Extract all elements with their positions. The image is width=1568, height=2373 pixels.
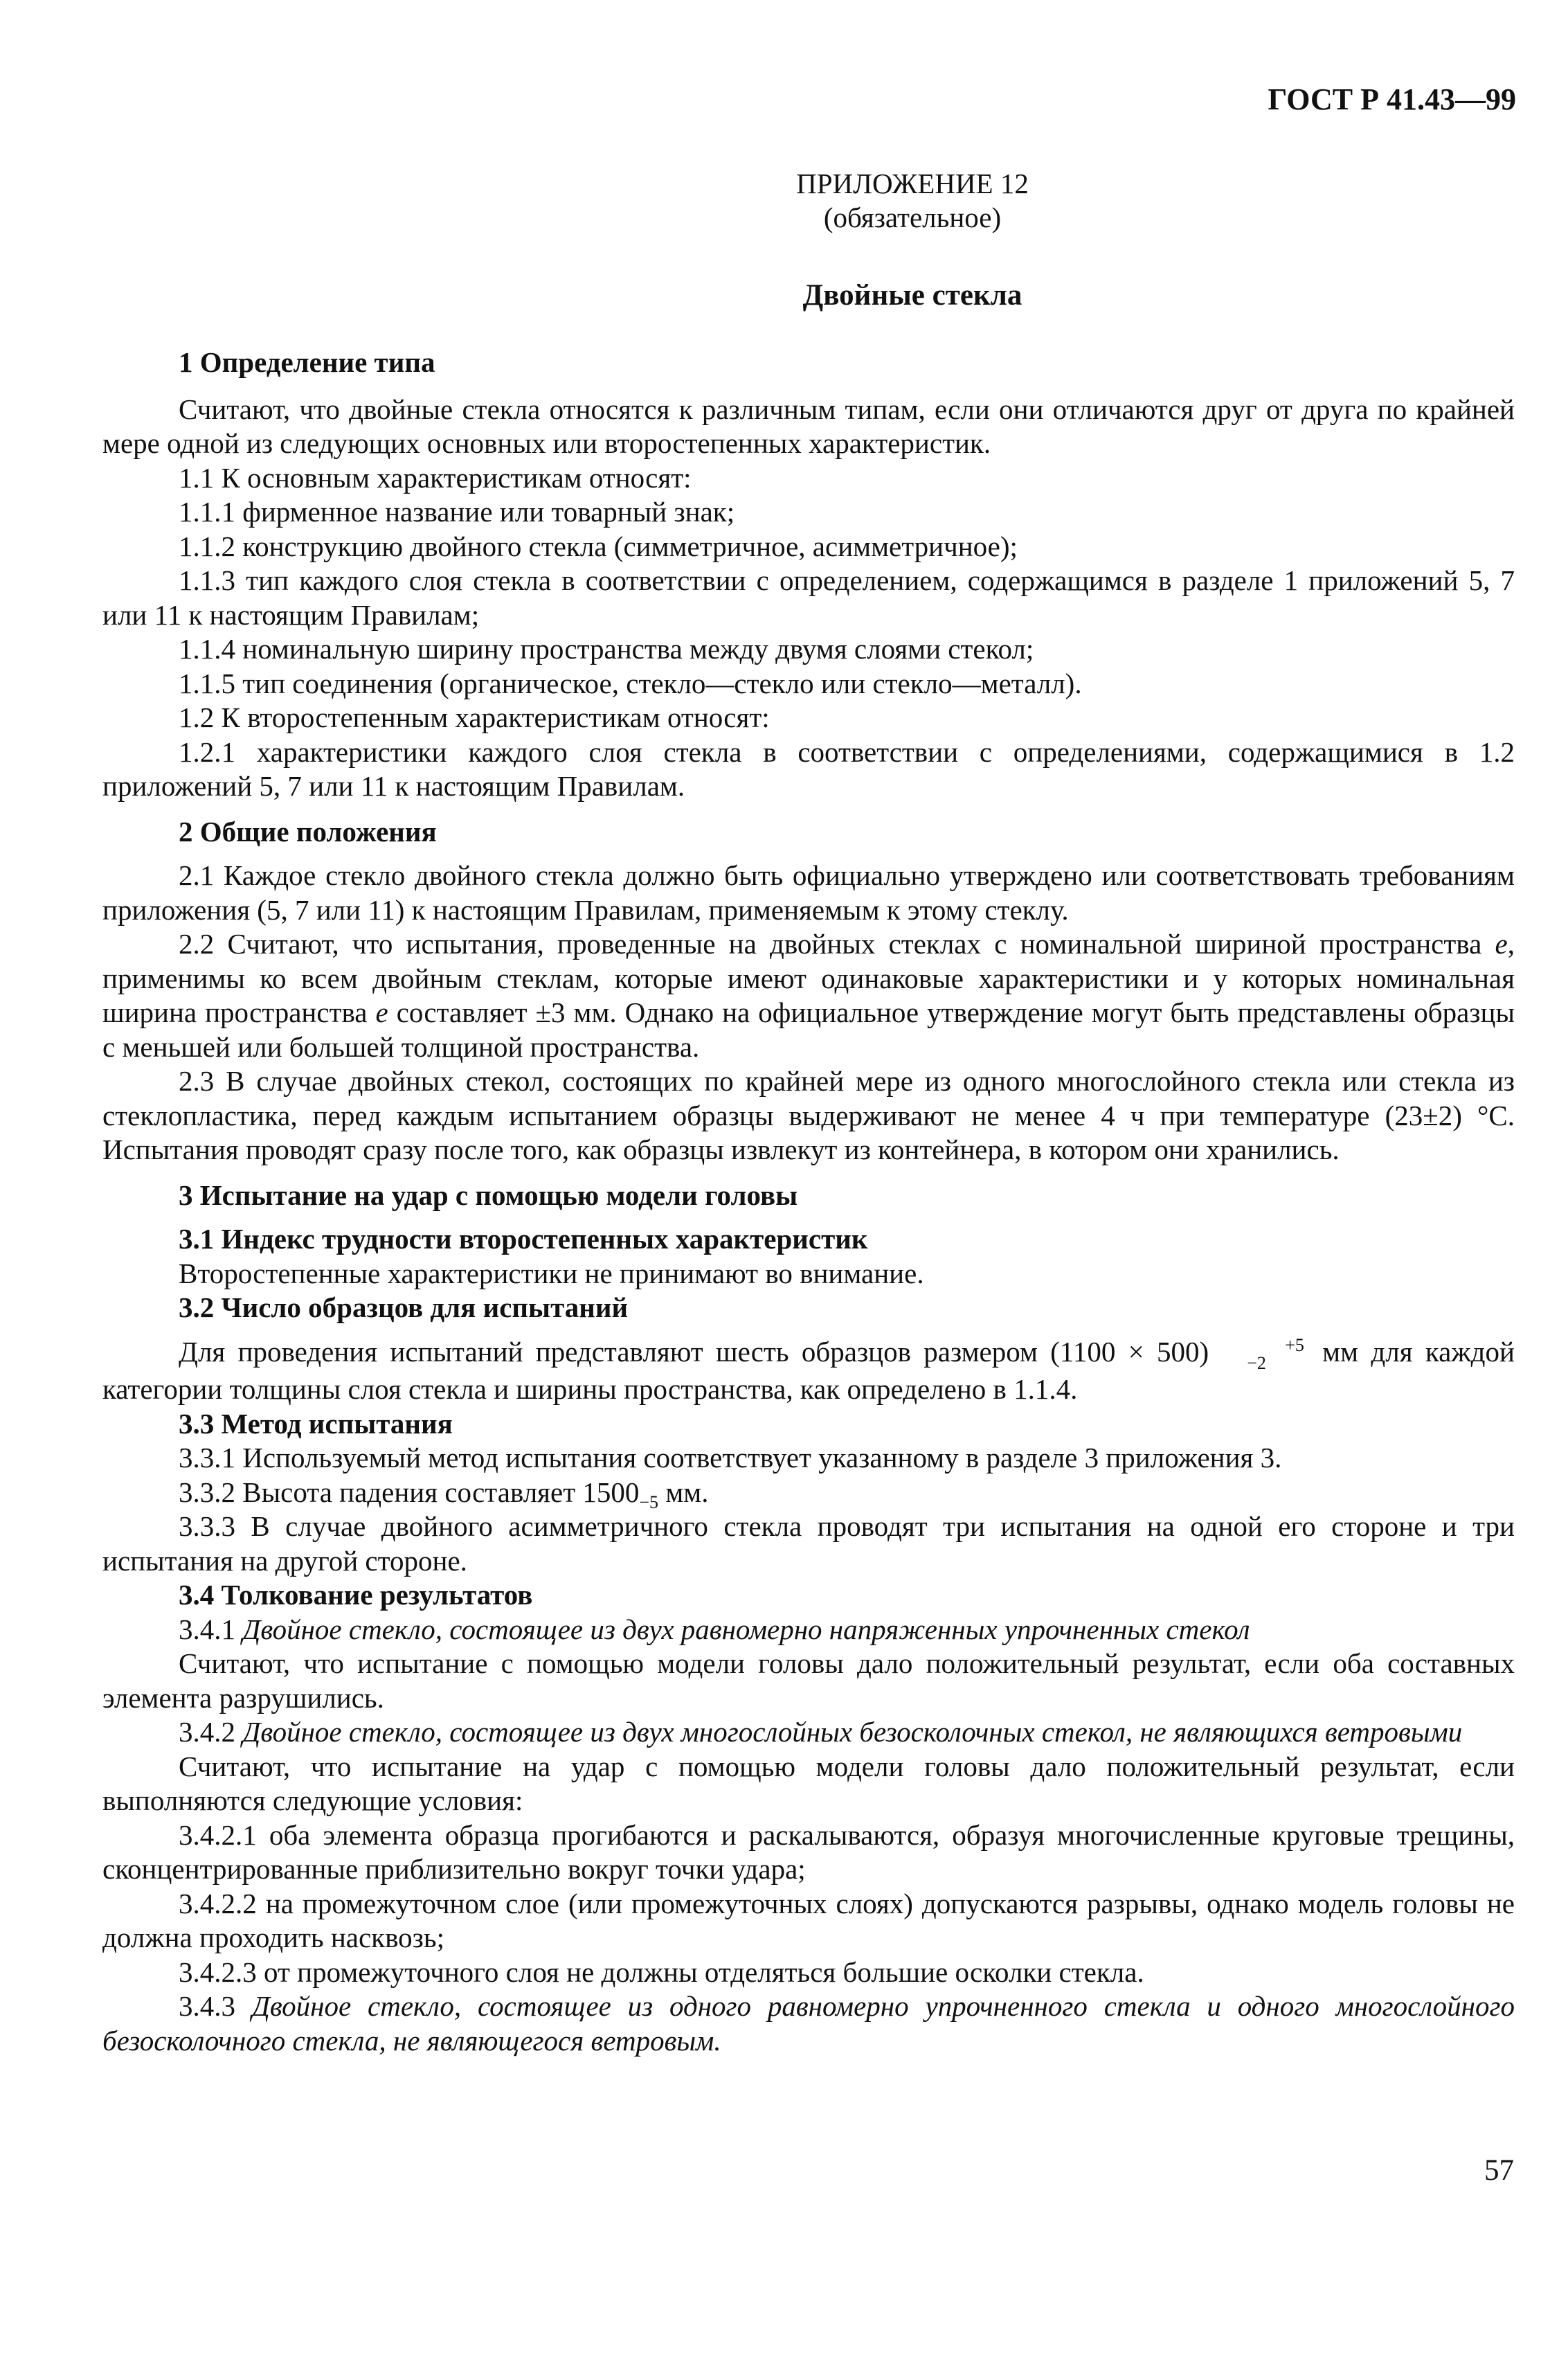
tolerance [1209,1336,1304,1372]
paragraph-3-4-1-title: Двойное стекло, состоящее из двух равномерно напряженных упрочненных стекол [242,1613,1250,1645]
paragraph-3-4-3 [102,1989,1515,2058]
symbol-e: e [375,996,388,1028]
tolerance-plus: +5 [1285,1335,1304,1356]
paragraph-3-4-2 [102,1715,1515,1750]
paragraph-3-2 [102,1335,1515,1407]
paragraph-3-3-1: 3.3.1 Используемый метод испытания соответствует указанному в разделе 3 приложения 3. [179,1442,1282,1474]
paragraph-1-2-1: 1.2.1 характеристики каждого слоя стекла в соответствии с определениями, содержащимися в 1.2 приложений 5, 7 или 11 к настоящим Правилам. [102,735,1515,802]
paragraph-3-4-2-number: 3.4.2 [179,1716,243,1748]
paragraph-1-1-5: 1.1.5 тип соединения (органическое, стекло—стекло или стекло—металл). [179,667,1082,699]
paragraph-3-3-2-part-a: 3.3.2 Высота падения составляет 1500 [179,1476,640,1508]
section-3-heading: 3 Испытание на удар с помощью модели головы [179,1179,798,1211]
paragraph-2-3: 2.3 В случае двойных стекол, состоящих по крайней мере из одного многослойного стекла или стекла из стеклопластика, перед каждым испытанием образцы выдерживают не менее 4 ч при температуре (23±2) °С. Испытания проводят сразу после того, как образцы извлекут из контейнера, в котором они хранились. [102,1065,1515,1165]
document-code: ГОСТ Р 41.43—99 [1268,82,1516,116]
paragraph-1-1: 1.1 К основным характеристикам относят: [179,461,692,494]
section-1-heading: 1 Определение типа [179,346,435,378]
document-title: Двойные стекла [802,278,1022,312]
paragraph-3-3-2 [102,1476,1515,1510]
height-tolerance: −5 [639,1492,659,1512]
paragraph-2-2-part-b: , применимы ко всем двойным стеклам, которые имеют одинаковые характеристики и у которых номинальная ширина пространства [102,928,1515,1028]
paragraph-3-4-3-title: Двойное стекло, состоящее из одного равномерно упрочненного стекла и одного многослойного безосколочного стекла, не являющегося ветровым. [102,1990,1515,2057]
paragraph-3-4-2-body: Считают, что испытание на удар с помощью модели головы дало положительный результат, если выполняются следующие условия: [102,1750,1515,1817]
paragraph-3-1: Второстепенные характеристики не принимают во внимание. [179,1257,924,1289]
page-content [102,166,1515,2058]
appendix-title: ПРИЛОЖЕНИЕ 12 [796,168,1029,199]
paragraph-1-1-2: 1.1.2 конструкцию двойного стекла (симметричное, асимметричное); [179,530,1018,562]
paragraph-3-4-1-number: 3.4.1 [179,1613,243,1645]
subsection-3-4-heading: 3.4 Толкование результатов [179,1579,533,1611]
paragraph-1-1-1: 1.1.1 фирменное название или товарный знак; [179,496,735,528]
paragraph-1-1-3: 1.1.3 тип каждого слоя стекла в соответствии с определением, содержащимся в разделе 1 приложений 5, 7 или 11 к настоящим Правилам; [102,564,1515,631]
section-2-heading: 2 Общие положения [179,815,437,848]
paragraph-3-2-part-b: мм для каждой категории толщины слоя стекла и ширины пространства, как определено в 1.1.4. [102,1335,1515,1406]
page-number: 57 [1484,2154,1514,2187]
paragraph-3-4-2-title: Двойное стекло, состоящее из двух многослойных безосколочных стекол, не являющихся ветровыми [242,1716,1463,1748]
subsection-3-3-heading: 3.3 Метод испытания [179,1407,453,1440]
paragraph-1-2: 1.2 К второстепенным характеристикам относят: [179,701,770,733]
subsection-3-1-heading: 3.1 Индекс трудности второстепенных характеристик [179,1223,868,1255]
paragraph-2-2-part-a: 2.2 Считают, что испытания, проведенные на двойных стеклах с номинальной шириной пространства [179,928,1495,960]
appendix-subtitle: (обязательное) [823,202,1002,233]
paragraph-3-4-3-number: 3.4.3 [179,1990,252,2023]
paragraph-3-4-1-body: Считают, что испытание с помощью модели головы дало положительный результат, если оба составных элемента разрушились. [102,1647,1515,1714]
paragraph-2-2 [102,927,1515,1064]
paragraph-3-3-3: 3.3.3 В случае двойного асимметричного стекла проводят три испытания на одной его стороне и три испытания на другой стороне. [102,1510,1515,1577]
paragraph-2-2-part-c: составляет ±3 мм. Однако на официальное утверждение могут быть представлены образцы с меньшей или большей толщиной пространства. [102,996,1515,1063]
subsection-3-2-heading: 3.2 Число образцов для испытаний [179,1291,629,1323]
paragraph-1-1-4: 1.1.4 номинальную ширину пространства между двумя слоями стекол; [179,633,1034,665]
tolerance-minus: −2 [1247,1353,1266,1374]
paragraph-3-3-2-part-b: мм. [658,1476,709,1508]
paragraph-3-4-1 [102,1613,1515,1647]
paragraph-3-4-2-2: 3.4.2.2 на промежуточном слое (или промежуточных слоях) допускаются разрывы, однако модель головы не должна проходить насквозь; [102,1887,1515,1954]
symbol-e: e [1495,928,1508,960]
paragraph-3-4-2-1: 3.4.2.1 оба элемента образца прогибаются и раскалываются, образуя многочисленные круговые трещины, сконцентрированные приблизительно вокруг точки удара; [102,1818,1515,1886]
paragraph-3-4-2-3: 3.4.2.3 от промежуточного слоя не должны отделяться большие осколки стекла. [179,1955,1144,1988]
paragraph-2-1: 2.1 Каждое стекло двойного стекла должно быть официально утверждено или соответствовать требованиям приложения (5, 7 или 11) к настоящим Правилам, применяемым к этому стеклу. [102,859,1515,926]
section-1-intro: Считают, что двойные стекла относятся к различным типам, если они отличаются друг от друга по крайней мере одной из следующих основных или второстепенных характеристик. [102,393,1515,459]
paragraph-3-2-part-a: Для проведения испытаний представляют шесть образцов размером (1100 × 500) [179,1335,1209,1368]
